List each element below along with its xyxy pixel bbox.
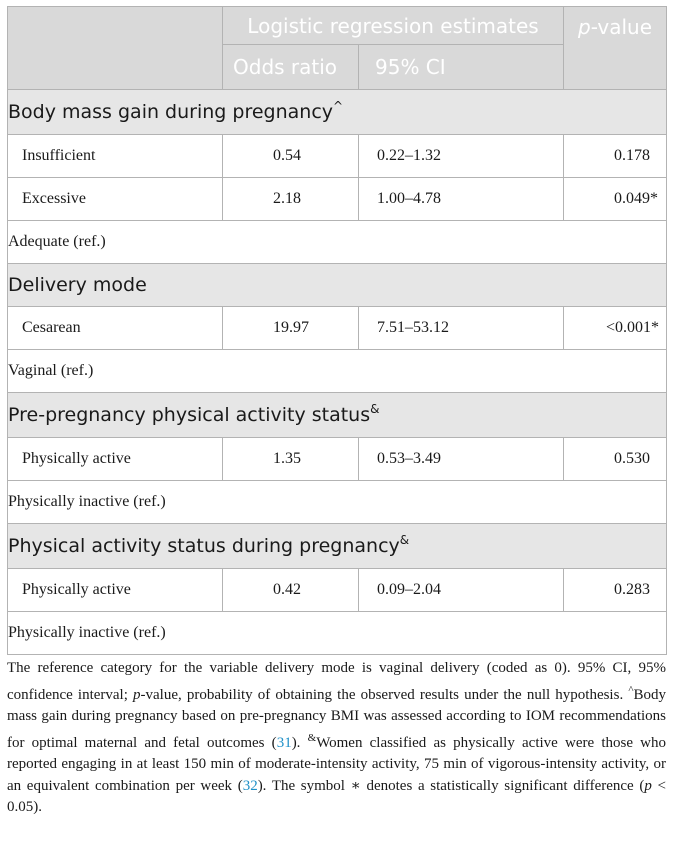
footnote-p: p [133, 686, 141, 703]
header-pvalue-p: p [578, 15, 591, 39]
regression-table [7, 6, 667, 655]
ref-label: Physically inactive (ref.) [8, 481, 667, 524]
ref-row [8, 350, 667, 393]
section-marker: & [399, 533, 410, 547]
section-marker: & [370, 402, 380, 416]
row-label: Cesarean [8, 307, 223, 350]
footnote-text: < 0.05). [7, 777, 666, 815]
header-pvalue [564, 7, 667, 90]
header-odds-ratio: Odds ratio [223, 45, 359, 90]
table-row [8, 135, 667, 178]
section-row [8, 90, 667, 135]
row-label: Physically active [8, 569, 223, 612]
footnote-text: The reference category for the variable delivery mode is vaginal delivery (coded as 0). 95% CI, 95% confidence interval; [7, 660, 666, 703]
footnote-text: Women classified as physically active were those who reported engaging in at least 150 min of moderate-intensity activity, 75 min of vigorous-intensity activity, or an equivalent combination per week ( [7, 734, 667, 794]
table-row [8, 307, 667, 350]
ref-label: Physically inactive (ref.) [8, 612, 667, 655]
row-pvalue: <0.001* [564, 307, 667, 350]
footnote-caret-marker: ^ [628, 683, 634, 696]
section-row [8, 393, 667, 438]
section-title-text: Body mass gain during pregnancy [8, 101, 334, 123]
section-title [8, 264, 667, 307]
footnote-p: p [644, 777, 652, 794]
ref-row [8, 221, 667, 264]
citation-link[interactable]: 32 [242, 777, 258, 794]
section-title [8, 90, 667, 135]
ref-label: Vaginal (ref.) [8, 350, 667, 393]
section-marker: ^ [333, 99, 344, 113]
row-pvalue: 0.530 [564, 438, 667, 481]
footnote-text: -value, probability of obtaining the observed results under the null hypothesis. [140, 686, 629, 703]
header-group-title: Logistic regression estimates [223, 7, 564, 45]
row-pvalue: 0.049* [564, 178, 667, 221]
table-row [8, 178, 667, 221]
row-ci: 0.22–1.32 [359, 135, 564, 178]
row-odds-ratio: 19.97 [223, 307, 359, 350]
header-blank [8, 7, 223, 90]
ref-label: Adequate (ref.) [8, 221, 667, 264]
row-label: Insufficient [8, 135, 223, 178]
row-label: Excessive [8, 178, 223, 221]
footnote-text: Body mass gain during pregnancy based on pre-pregnancy BMI was assessed according to IOM recommendations for optimal maternal and fetal outcomes ( [7, 686, 666, 751]
footnote-text: ). [291, 734, 308, 751]
row-ci: 7.51–53.12 [359, 307, 564, 350]
row-ci: 0.09–2.04 [359, 569, 564, 612]
section-title-text: Delivery mode [8, 274, 147, 296]
footnote-text: ). The symbol ∗ denotes a statistically significant difference ( [257, 777, 645, 794]
table-row [8, 569, 667, 612]
header-row-1 [8, 7, 667, 45]
section-row [8, 524, 667, 569]
row-ci: 1.00–4.78 [359, 178, 564, 221]
row-pvalue: 0.178 [564, 135, 667, 178]
table-row [8, 438, 667, 481]
table-footnote [7, 658, 666, 819]
row-pvalue: 0.283 [564, 569, 667, 612]
section-title-text: Pre-pregnancy physical activity status [8, 404, 371, 426]
row-odds-ratio: 1.35 [223, 438, 359, 481]
row-odds-ratio: 0.42 [223, 569, 359, 612]
header-ci: 95% CI [359, 45, 564, 90]
section-title-text: Physical activity status during pregnancy [8, 535, 400, 557]
section-row [8, 264, 667, 307]
ref-row [8, 612, 667, 655]
footnote-amp-marker: & [307, 731, 317, 744]
row-label: Physically active [8, 438, 223, 481]
citation-link[interactable]: 31 [276, 734, 292, 751]
section-title [8, 524, 667, 569]
row-ci: 0.53–3.49 [359, 438, 564, 481]
header-pvalue-rest: -value [590, 15, 653, 39]
ref-row [8, 481, 667, 524]
row-odds-ratio: 0.54 [223, 135, 359, 178]
section-title [8, 393, 667, 438]
row-odds-ratio: 2.18 [223, 178, 359, 221]
